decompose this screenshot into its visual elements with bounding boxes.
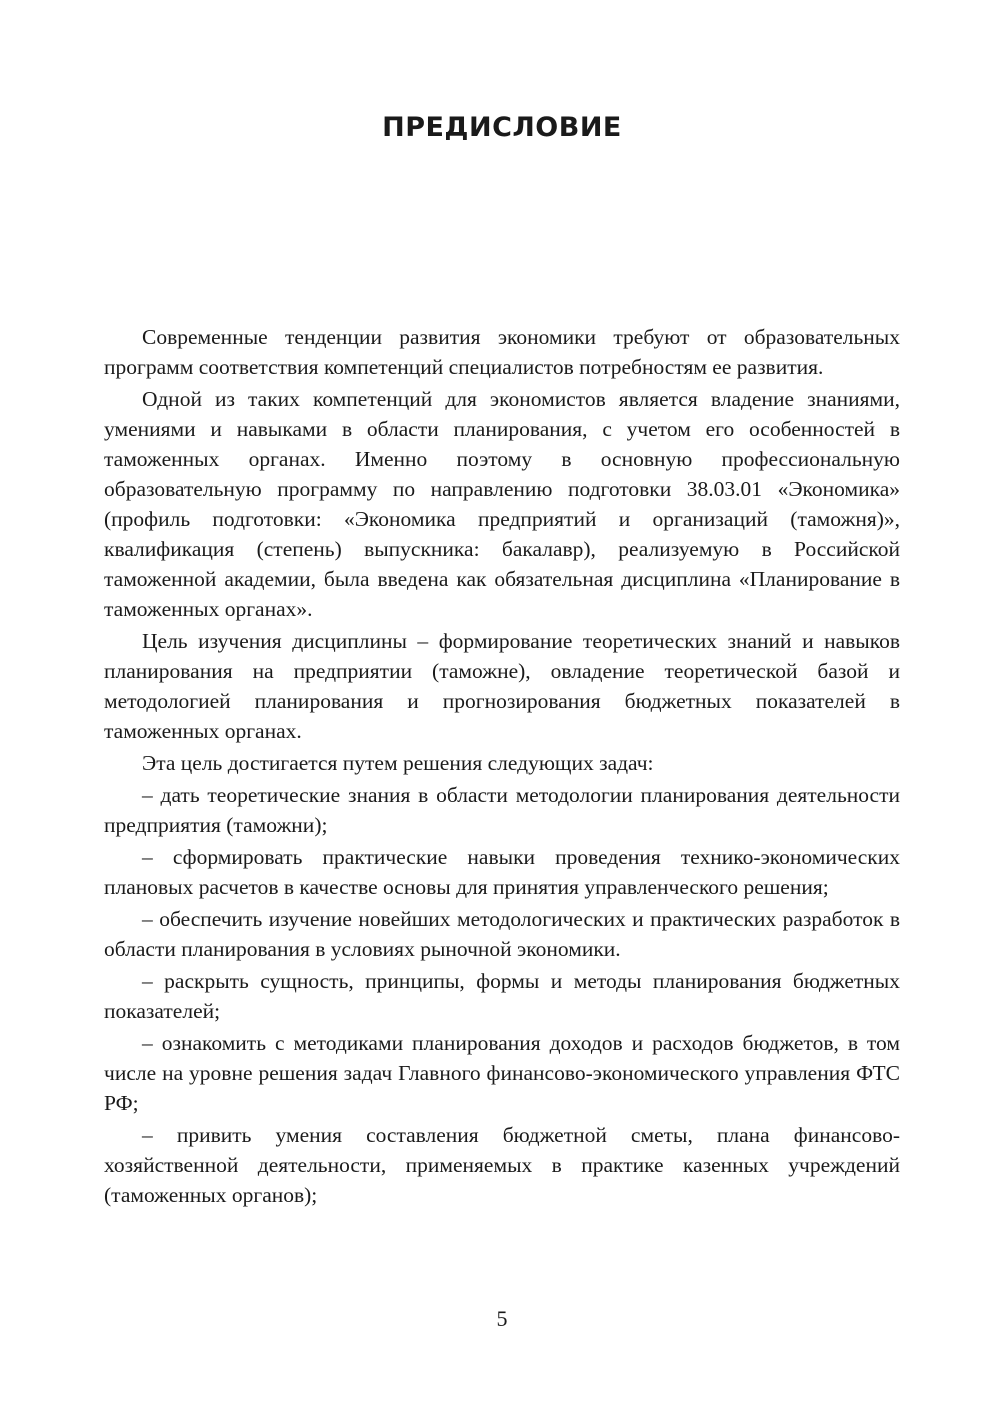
list-item-task-4: – раскрыть сущность, принципы, формы и методы планирования бюджетных показателей; — [104, 969, 900, 1023]
page-title: ПРЕДИСЛОВИЕ — [382, 112, 622, 143]
paragraph-tasks-intro: Эта цель достигается путем решения следующих задач: — [142, 751, 654, 775]
list-item-task-1: – дать теоретические знания в области методологии планирования деятельности предприятия (таможни); — [104, 783, 900, 837]
paragraph-competencies: Одной из таких компетенций для экономистов является владение знаниями, умениями и навыками в области планирования, с учетом его особенностей в таможенных органах. Именно поэтому в основную профессиональную образовательную программу по направлению подготовки 38.03.01 «Экономика» (профиль подготовки: «Экономика предприятий и организаций (таможня)», квалификация (степень) выпускника: бакалавр), реализуемую в Российской таможенной академии, была введена как обязательная дисциплина «Планирование в таможенных органах». — [104, 387, 900, 621]
page-number: 5 — [496, 1306, 508, 1331]
list-item-task-5: – ознакомить с методиками планирования доходов и расходов бюджетов, в том числе на уровне решения задач Главного финансово-экономического управления ФТС РФ; — [104, 1031, 900, 1115]
paragraph-intro: Современные тенденции развития экономики требуют от образовательных программ соответствия компетенций специалистов потребностям ее развития. — [104, 325, 900, 379]
paragraph-goal: Цель изучения дисциплины – формирование теоретических знаний и навыков планирования на предприятии (таможне), овладение теоретической базой и методологией планирования и прогнозирования бюджетных показателей в таможенных органах. — [104, 629, 900, 743]
list-item-task-2: – сформировать практические навыки проведения технико-экономических плановых расчетов в качестве основы для принятия управленческого решения; — [104, 845, 900, 899]
list-item-task-6: – привить умения составления бюджетной сметы, плана финансово-хозяйственной деятельности, применяемых в практике казенных учреждений (таможенных органов); — [104, 1123, 900, 1207]
list-item-task-3: – обеспечить изучение новейших методологических и практических разработок в области планирования в условиях рыночной экономики. — [104, 907, 900, 961]
body-text — [104, 322, 900, 1212]
